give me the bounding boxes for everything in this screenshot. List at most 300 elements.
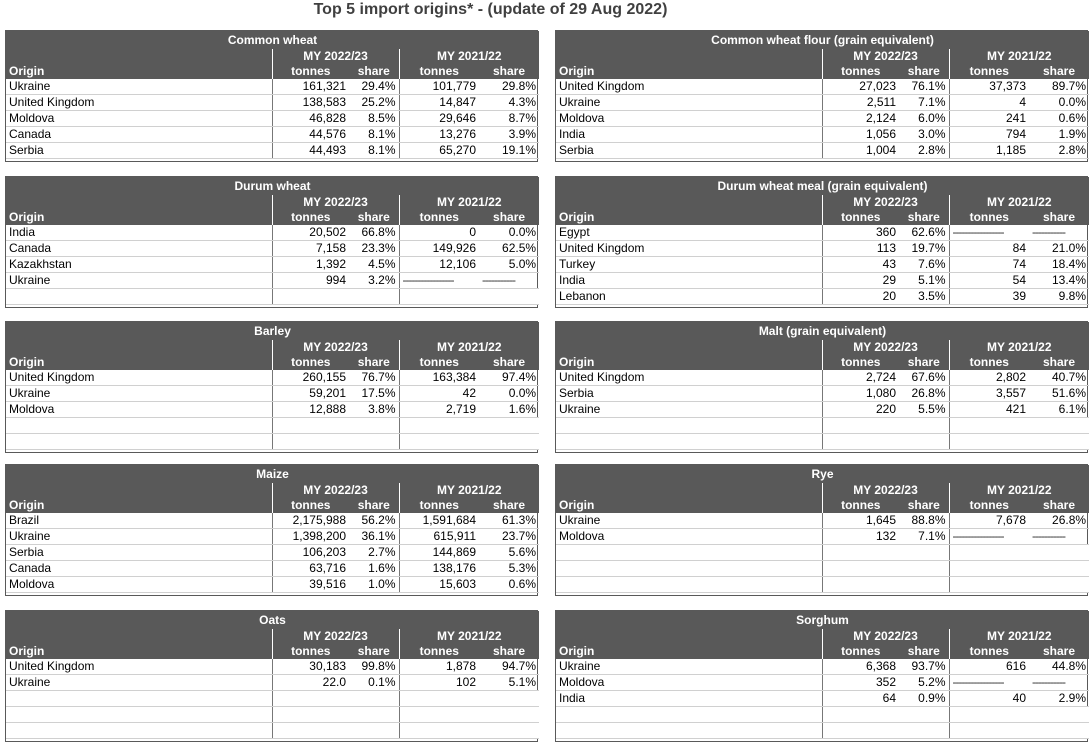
origin-cell	[556, 723, 822, 739]
tonnes-previous-cell: 7,678	[949, 513, 1029, 529]
tonnes-current-cell: 106,203	[272, 545, 349, 561]
import-table	[6, 611, 539, 739]
tonnes-previous-cell	[399, 691, 479, 707]
origin-header: Origin	[556, 355, 822, 370]
tonnes-previous-cell: 42	[399, 386, 479, 402]
share-header: share	[1029, 355, 1089, 370]
table-row	[6, 127, 539, 143]
share-previous-cell: -----------	[1029, 675, 1089, 691]
tonnes-previous-cell: 37,373	[949, 79, 1029, 95]
tonnes-current-cell	[822, 723, 899, 739]
table-row	[6, 513, 539, 529]
share-current-cell: 2.8%	[899, 143, 949, 159]
panel-title: Malt (grain equivalent)	[556, 322, 1089, 340]
tonnes-current-cell: 44,493	[272, 143, 349, 159]
share-previous-cell	[479, 434, 539, 450]
tonnes-current-cell: 22.0	[272, 675, 349, 691]
panel-title: Maize	[6, 465, 539, 483]
header-spacer	[556, 340, 822, 355]
table-row	[556, 79, 1089, 95]
origin-cell: India	[556, 273, 822, 289]
share-previous-cell: 94.7%	[479, 659, 539, 675]
tonnes-previous-cell: 39	[949, 289, 1029, 305]
tonnes-previous-cell	[399, 723, 479, 739]
tonnes-header: tonnes	[949, 355, 1029, 370]
import-table	[6, 322, 539, 450]
table-row	[6, 545, 539, 561]
tonnes-current-cell: 12,888	[272, 402, 349, 418]
tonnes-current-cell: 138,583	[272, 95, 349, 111]
origin-header: Origin	[556, 644, 822, 659]
share-current-cell: 67.6%	[899, 370, 949, 386]
share-previous-cell: 19.1%	[479, 143, 539, 159]
tonnes-current-cell	[822, 434, 899, 450]
share-previous-cell: 13.4%	[1029, 273, 1089, 289]
share-previous-cell	[479, 289, 539, 305]
panel-title: Rye	[556, 465, 1089, 483]
origin-cell	[6, 691, 272, 707]
share-previous-cell: 1.9%	[1029, 127, 1089, 143]
tonnes-current-cell: 260,155	[272, 370, 349, 386]
my-previous-header: MY 2021/22	[399, 629, 539, 644]
tonnes-header: tonnes	[399, 644, 479, 659]
table-row	[556, 273, 1089, 289]
origin-cell: Ukraine	[556, 659, 822, 675]
tonnes-current-cell: 220	[822, 402, 899, 418]
share-header: share	[1029, 644, 1089, 659]
tonnes-previous-cell: 15,603	[399, 577, 479, 593]
table-row	[556, 402, 1089, 418]
origin-cell: United Kingdom	[556, 370, 822, 386]
tonnes-previous-cell	[949, 723, 1029, 739]
panel-title: Barley	[6, 322, 539, 340]
share-header: share	[899, 64, 949, 79]
my-current-header: MY 2022/23	[822, 49, 949, 64]
header-spacer	[6, 195, 272, 210]
table-row	[556, 529, 1089, 545]
table-row	[6, 111, 539, 127]
origin-cell: Turkey	[556, 257, 822, 273]
tonnes-current-cell	[822, 707, 899, 723]
share-current-cell: 1.6%	[349, 561, 399, 577]
tonnes-previous-cell	[949, 418, 1029, 434]
tonnes-current-cell: 27,023	[822, 79, 899, 95]
tonnes-previous-cell: 2,802	[949, 370, 1029, 386]
import-table	[6, 31, 539, 159]
tonnes-header: tonnes	[822, 644, 899, 659]
my-current-header: MY 2022/23	[822, 340, 949, 355]
origin-header: Origin	[6, 498, 272, 513]
origin-header: Origin	[556, 210, 822, 225]
tonnes-header: tonnes	[272, 644, 349, 659]
share-current-cell: 0.9%	[899, 691, 949, 707]
tonnes-header: tonnes	[272, 355, 349, 370]
tonnes-current-cell: 1,645	[822, 513, 899, 529]
share-current-cell: 1.0%	[349, 577, 399, 593]
header-spacer	[556, 195, 822, 210]
share-previous-cell: 8.7%	[479, 111, 539, 127]
table-row	[556, 95, 1089, 111]
tonnes-header: tonnes	[399, 64, 479, 79]
my-previous-header: MY 2021/22	[399, 195, 539, 210]
table-row	[6, 273, 539, 289]
share-header: share	[479, 64, 539, 79]
share-previous-cell: -----------	[1029, 529, 1089, 545]
tonnes-current-cell	[822, 418, 899, 434]
share-previous-cell	[1029, 434, 1089, 450]
tonnes-current-cell	[272, 707, 349, 723]
tonnes-previous-cell: 84	[949, 241, 1029, 257]
table-row	[556, 707, 1089, 723]
my-current-header: MY 2022/23	[272, 340, 399, 355]
share-previous-cell: 51.6%	[1029, 386, 1089, 402]
header-spacer	[6, 483, 272, 498]
share-previous-cell	[479, 723, 539, 739]
share-header: share	[349, 498, 399, 513]
my-current-header: MY 2022/23	[272, 49, 399, 64]
share-header: share	[899, 498, 949, 513]
table-row	[556, 659, 1089, 675]
origin-cell: Moldova	[556, 529, 822, 545]
share-current-cell: 6.0%	[899, 111, 949, 127]
share-current-cell	[899, 723, 949, 739]
share-header: share	[1029, 498, 1089, 513]
tonnes-previous-cell: -----------------	[399, 273, 479, 289]
my-current-header: MY 2022/23	[822, 483, 949, 498]
origin-cell: Ukraine	[556, 513, 822, 529]
table-row	[6, 289, 539, 305]
table-row	[6, 707, 539, 723]
origin-cell: Egypt	[556, 225, 822, 241]
tonnes-current-cell: 1,398,200	[272, 529, 349, 545]
share-previous-cell: -----------	[479, 273, 539, 289]
my-previous-header: MY 2021/22	[399, 483, 539, 498]
tonnes-current-cell	[272, 723, 349, 739]
tonnes-current-cell: 352	[822, 675, 899, 691]
share-current-cell: 7.1%	[899, 529, 949, 545]
table-row	[6, 691, 539, 707]
tonnes-previous-cell	[949, 577, 1029, 593]
my-previous-header: MY 2021/22	[949, 49, 1089, 64]
tonnes-previous-cell: 1,591,684	[399, 513, 479, 529]
share-previous-cell: 5.3%	[479, 561, 539, 577]
tonnes-previous-cell: 13,276	[399, 127, 479, 143]
share-previous-cell: 2.8%	[1029, 143, 1089, 159]
origin-cell: Canada	[6, 241, 272, 257]
my-current-header: MY 2022/23	[272, 483, 399, 498]
share-previous-cell	[1029, 561, 1089, 577]
header-spacer	[6, 340, 272, 355]
tonnes-header: tonnes	[822, 64, 899, 79]
origin-cell	[556, 434, 822, 450]
tonnes-current-cell: 43	[822, 257, 899, 273]
table-row	[6, 79, 539, 95]
tonnes-current-cell: 46,828	[272, 111, 349, 127]
origin-cell: Moldova	[6, 577, 272, 593]
import-table	[556, 322, 1089, 450]
table-row	[6, 434, 539, 450]
share-current-cell	[899, 561, 949, 577]
origin-cell: United Kingdom	[556, 241, 822, 257]
table-row	[6, 143, 539, 159]
tonnes-previous-cell: 1,185	[949, 143, 1029, 159]
origin-cell: India	[556, 691, 822, 707]
share-current-cell	[349, 723, 399, 739]
tonnes-previous-cell: 794	[949, 127, 1029, 143]
origin-cell: United Kingdom	[6, 370, 272, 386]
share-previous-cell	[479, 418, 539, 434]
share-current-cell: 25.2%	[349, 95, 399, 111]
tonnes-header: tonnes	[822, 355, 899, 370]
import-table	[6, 177, 539, 305]
tonnes-previous-cell: -----------------	[949, 529, 1029, 545]
share-previous-cell: 0.0%	[479, 225, 539, 241]
panel-sorghum	[555, 610, 1088, 742]
table-row	[6, 370, 539, 386]
table-row	[6, 257, 539, 273]
share-previous-cell: 0.6%	[479, 577, 539, 593]
share-previous-cell: 0.6%	[1029, 111, 1089, 127]
table-row	[6, 402, 539, 418]
tonnes-previous-cell: 0	[399, 225, 479, 241]
tonnes-header: tonnes	[399, 498, 479, 513]
panel-durum-wheat-meal-grain-equivalent	[555, 176, 1088, 308]
tonnes-previous-cell: 101,779	[399, 79, 479, 95]
table-row	[556, 386, 1089, 402]
table-row	[6, 225, 539, 241]
share-previous-cell: 26.8%	[1029, 513, 1089, 529]
tonnes-current-cell	[272, 289, 349, 305]
panel-title: Oats	[6, 611, 539, 629]
header-spacer	[6, 49, 272, 64]
share-current-cell: 76.7%	[349, 370, 399, 386]
tonnes-previous-cell: 2,719	[399, 402, 479, 418]
share-header: share	[349, 355, 399, 370]
origin-cell: United Kingdom	[6, 659, 272, 675]
share-current-cell: 3.0%	[899, 127, 949, 143]
tonnes-previous-cell: 1,878	[399, 659, 479, 675]
table-row	[556, 370, 1089, 386]
origin-cell: Moldova	[556, 675, 822, 691]
panel-title: Durum wheat meal (grain equivalent)	[556, 177, 1089, 195]
origin-cell: Kazakhstan	[6, 257, 272, 273]
tonnes-previous-cell	[399, 434, 479, 450]
origin-header: Origin	[6, 210, 272, 225]
tonnes-header: tonnes	[949, 210, 1029, 225]
origin-cell: United Kingdom	[556, 79, 822, 95]
tonnes-current-cell: 20	[822, 289, 899, 305]
share-previous-cell: 97.4%	[479, 370, 539, 386]
import-table	[556, 611, 1089, 739]
origin-cell: Ukraine	[6, 273, 272, 289]
share-previous-cell: 40.7%	[1029, 370, 1089, 386]
table-row	[6, 529, 539, 545]
my-current-header: MY 2022/23	[822, 195, 949, 210]
tonnes-previous-cell: 421	[949, 402, 1029, 418]
share-current-cell	[349, 418, 399, 434]
share-current-cell: 56.2%	[349, 513, 399, 529]
share-header: share	[479, 644, 539, 659]
share-current-cell: 5.1%	[899, 273, 949, 289]
share-current-cell: 8.1%	[349, 127, 399, 143]
tonnes-previous-cell	[949, 707, 1029, 723]
table-row	[556, 257, 1089, 273]
tonnes-previous-cell	[949, 561, 1029, 577]
panel-malt-grain-equivalent	[555, 321, 1088, 453]
panel-oats	[5, 610, 538, 742]
share-current-cell	[899, 418, 949, 434]
origin-cell: Moldova	[556, 111, 822, 127]
table-row	[6, 241, 539, 257]
share-previous-cell: 44.8%	[1029, 659, 1089, 675]
tonnes-current-cell: 44,576	[272, 127, 349, 143]
share-header: share	[1029, 64, 1089, 79]
panel-barley	[5, 321, 538, 453]
share-previous-cell: 4.3%	[479, 95, 539, 111]
import-table	[556, 177, 1089, 305]
share-current-cell: 3.2%	[349, 273, 399, 289]
table-row	[556, 675, 1089, 691]
tonnes-previous-cell: 241	[949, 111, 1029, 127]
origin-cell: Serbia	[556, 143, 822, 159]
table-row	[6, 561, 539, 577]
panel-durum-wheat	[5, 176, 538, 308]
table-row	[556, 127, 1089, 143]
share-previous-cell: 0.0%	[479, 386, 539, 402]
tonnes-previous-cell: 12,106	[399, 257, 479, 273]
tonnes-previous-cell: 3,557	[949, 386, 1029, 402]
tonnes-previous-cell	[399, 418, 479, 434]
tonnes-previous-cell	[399, 707, 479, 723]
share-current-cell: 2.7%	[349, 545, 399, 561]
tonnes-current-cell: 1,392	[272, 257, 349, 273]
tonnes-header: tonnes	[272, 498, 349, 513]
share-current-cell	[899, 577, 949, 593]
share-previous-cell: 29.8%	[479, 79, 539, 95]
origin-cell: Canada	[6, 127, 272, 143]
tonnes-current-cell: 59,201	[272, 386, 349, 402]
origin-header: Origin	[556, 64, 822, 79]
share-current-cell	[349, 691, 399, 707]
import-table	[6, 465, 539, 593]
share-previous-cell: 3.9%	[479, 127, 539, 143]
share-current-cell: 29.4%	[349, 79, 399, 95]
share-current-cell: 8.1%	[349, 143, 399, 159]
share-current-cell: 8.5%	[349, 111, 399, 127]
origin-cell	[556, 577, 822, 593]
tonnes-current-cell: 20,502	[272, 225, 349, 241]
tonnes-previous-cell	[949, 434, 1029, 450]
tonnes-current-cell: 30,183	[272, 659, 349, 675]
share-previous-cell: 21.0%	[1029, 241, 1089, 257]
table-row	[556, 111, 1089, 127]
header-spacer	[556, 629, 822, 644]
table-row	[556, 434, 1089, 450]
my-previous-header: MY 2021/22	[949, 195, 1089, 210]
tonnes-previous-cell: -----------------	[949, 225, 1029, 241]
tonnes-previous-cell: 74	[949, 257, 1029, 273]
tonnes-previous-cell: 149,926	[399, 241, 479, 257]
tonnes-current-cell: 6,368	[822, 659, 899, 675]
share-header: share	[479, 355, 539, 370]
share-current-cell	[899, 545, 949, 561]
share-current-cell: 76.1%	[899, 79, 949, 95]
share-header: share	[349, 64, 399, 79]
tonnes-current-cell: 29	[822, 273, 899, 289]
tonnes-current-cell: 1,056	[822, 127, 899, 143]
origin-cell: United Kingdom	[6, 95, 272, 111]
origin-cell	[6, 707, 272, 723]
share-current-cell: 19.7%	[899, 241, 949, 257]
share-previous-cell: 61.3%	[479, 513, 539, 529]
share-previous-cell	[1029, 418, 1089, 434]
share-current-cell	[349, 434, 399, 450]
tonnes-header: tonnes	[949, 64, 1029, 79]
origin-cell	[6, 289, 272, 305]
share-previous-cell: 62.5%	[479, 241, 539, 257]
tonnes-current-cell: 1,080	[822, 386, 899, 402]
table-row	[556, 241, 1089, 257]
my-current-header: MY 2022/23	[272, 195, 399, 210]
share-previous-cell: 9.8%	[1029, 289, 1089, 305]
share-previous-cell: 1.6%	[479, 402, 539, 418]
panel-rye	[555, 464, 1088, 596]
origin-header: Origin	[556, 498, 822, 513]
tonnes-current-cell: 63,716	[272, 561, 349, 577]
tonnes-current-cell	[822, 561, 899, 577]
tonnes-previous-cell: 615,911	[399, 529, 479, 545]
share-current-cell: 23.3%	[349, 241, 399, 257]
share-header: share	[479, 498, 539, 513]
panel-common-wheat	[5, 30, 538, 162]
panel-common-wheat-flour-grain-equivalent	[555, 30, 1088, 162]
share-current-cell: 62.6%	[899, 225, 949, 241]
share-previous-cell: 5.0%	[479, 257, 539, 273]
table-row	[6, 95, 539, 111]
origin-cell	[556, 561, 822, 577]
tonnes-previous-cell: 144,869	[399, 545, 479, 561]
share-previous-cell: 5.6%	[479, 545, 539, 561]
origin-cell: Brazil	[6, 513, 272, 529]
tonnes-current-cell: 2,724	[822, 370, 899, 386]
share-previous-cell: 18.4%	[1029, 257, 1089, 273]
share-current-cell: 5.5%	[899, 402, 949, 418]
origin-header: Origin	[6, 355, 272, 370]
tonnes-header: tonnes	[399, 210, 479, 225]
share-previous-cell	[479, 691, 539, 707]
share-previous-cell: 89.7%	[1029, 79, 1089, 95]
table-row	[6, 577, 539, 593]
tonnes-current-cell	[272, 691, 349, 707]
origin-cell	[6, 434, 272, 450]
my-previous-header: MY 2021/22	[949, 629, 1089, 644]
tonnes-previous-cell	[399, 289, 479, 305]
tonnes-current-cell	[272, 418, 349, 434]
panel-title: Common wheat	[6, 31, 539, 49]
share-current-cell: 3.8%	[349, 402, 399, 418]
origin-cell: Ukraine	[6, 386, 272, 402]
table-row	[6, 418, 539, 434]
my-previous-header: MY 2021/22	[399, 340, 539, 355]
origin-cell	[556, 707, 822, 723]
table-row	[6, 659, 539, 675]
table-row	[6, 723, 539, 739]
share-previous-cell: 5.1%	[479, 675, 539, 691]
table-row	[556, 545, 1089, 561]
share-previous-cell: 0.0%	[1029, 95, 1089, 111]
tonnes-current-cell: 2,124	[822, 111, 899, 127]
table-row	[556, 289, 1089, 305]
